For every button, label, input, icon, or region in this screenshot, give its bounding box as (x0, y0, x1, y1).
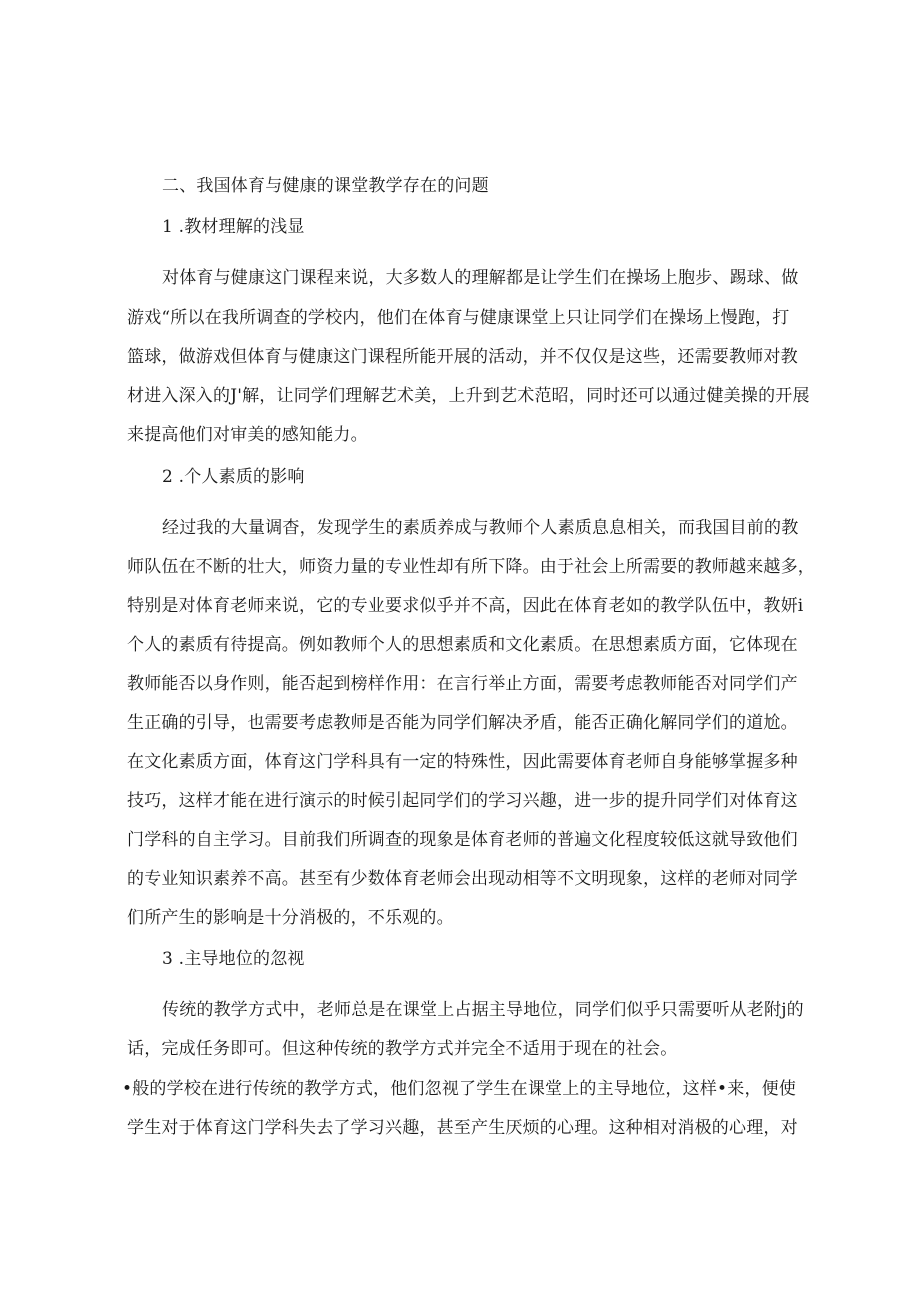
paragraph-line: 游戏“所以在我所调查的学校内，他们在体育与健康课堂上只让同学们在操场上慢跑，打 (127, 308, 790, 328)
paragraph-line: 学生对于体育这门学科失去了学习兴趣，甚至产生厌烦的心理。这种相对消极的心理，对 (127, 1118, 798, 1138)
paragraph-line: 在文化素质方面，体育这门学科具有一定的特殊性，因此需要体育老师自身能够掌握多种 (127, 752, 798, 772)
subsection-title-3: 3 .主导地位的忽视 (162, 949, 305, 969)
subsection-title-1: 1 .教材理解的浅显 (162, 217, 305, 237)
paragraph-line: •般的学校在进行传统的教学方式，他们忽视了学生在课堂上的主导地位，这样•来，便使 (122, 1079, 797, 1099)
section-heading: 二、我国体育与健康的课堂教学存在的问题 (162, 176, 489, 196)
paragraph-line: 技巧，这样才能在进行演示的时候引起同学们的学习兴趣，进一步的提升同学们对体育这 (127, 791, 798, 811)
paragraph-line: 师队伍在不断的壮大，师资力量的专业性却有所下降。由于社会上所需要的教师越来越多， (127, 557, 815, 577)
paragraph-line: 传统的教学方式中，老师总是在课堂上占据主导地位，同学们似乎只需要听从老附j的 (162, 1000, 804, 1020)
paragraph-line: 生正确的引导，也需要考虑教师是否能为同学们解决矛盾，能否正确化解同学们的道尬。 (127, 713, 798, 733)
paragraph-line: 对体育与健康这门课程来说，大多数人的理解都是让学生们在操场上胞步、踢球、做 (162, 268, 799, 288)
paragraph-line: 话，完成任务即可。但这种传统的教学方式并完全不适用于现在的社会。 (127, 1039, 678, 1059)
paragraph-line: 教师能否以身作则，能否起到榜样作用：在言行举止方面，需要考虑教师能否对同学们产 (127, 674, 798, 694)
paragraph-line: 材进入深入的J'解，让同学们理解艺术美，上升到艺术范昭，同时还可以通过健美操的开展 (127, 386, 810, 406)
paragraph-line: 个人的素质有待提高。例如教师个人的思想素质和文化素质。在思想素质方面，它体现在 (127, 635, 798, 655)
paragraph-line: 门学科的自主学习。目前我们所调查的现象是体育老师的普遍文化程度较低这就导致他们 (127, 830, 798, 850)
paragraph-line: 特别是对体育老师来说，它的专业要求似乎并不高，因此在体育老如的教学队伍中，教妍i (127, 596, 804, 616)
subsection-title-2: 2 .个人素质的影响 (162, 467, 305, 487)
paragraph-line: 经过我的大量调杳，发现学生的素质养成与教师个人素质息息相关，而我国目前的教 (162, 518, 799, 538)
paragraph-line: 来提高他们对审美的感知能力。 (127, 425, 368, 445)
paragraph-line: 篮球，做游戏但体育与健康这门课程所能开展的活动，并不仅仅是这些，还需要教师对教 (127, 347, 798, 367)
paragraph-line: 的专业知识素养不高。甚至有少数体育老师会出现动相等不文明现象，这样的老师对同学 (127, 869, 798, 889)
paragraph-line: 们所产生的影响是十分消极的，不乐观的。 (127, 908, 454, 928)
